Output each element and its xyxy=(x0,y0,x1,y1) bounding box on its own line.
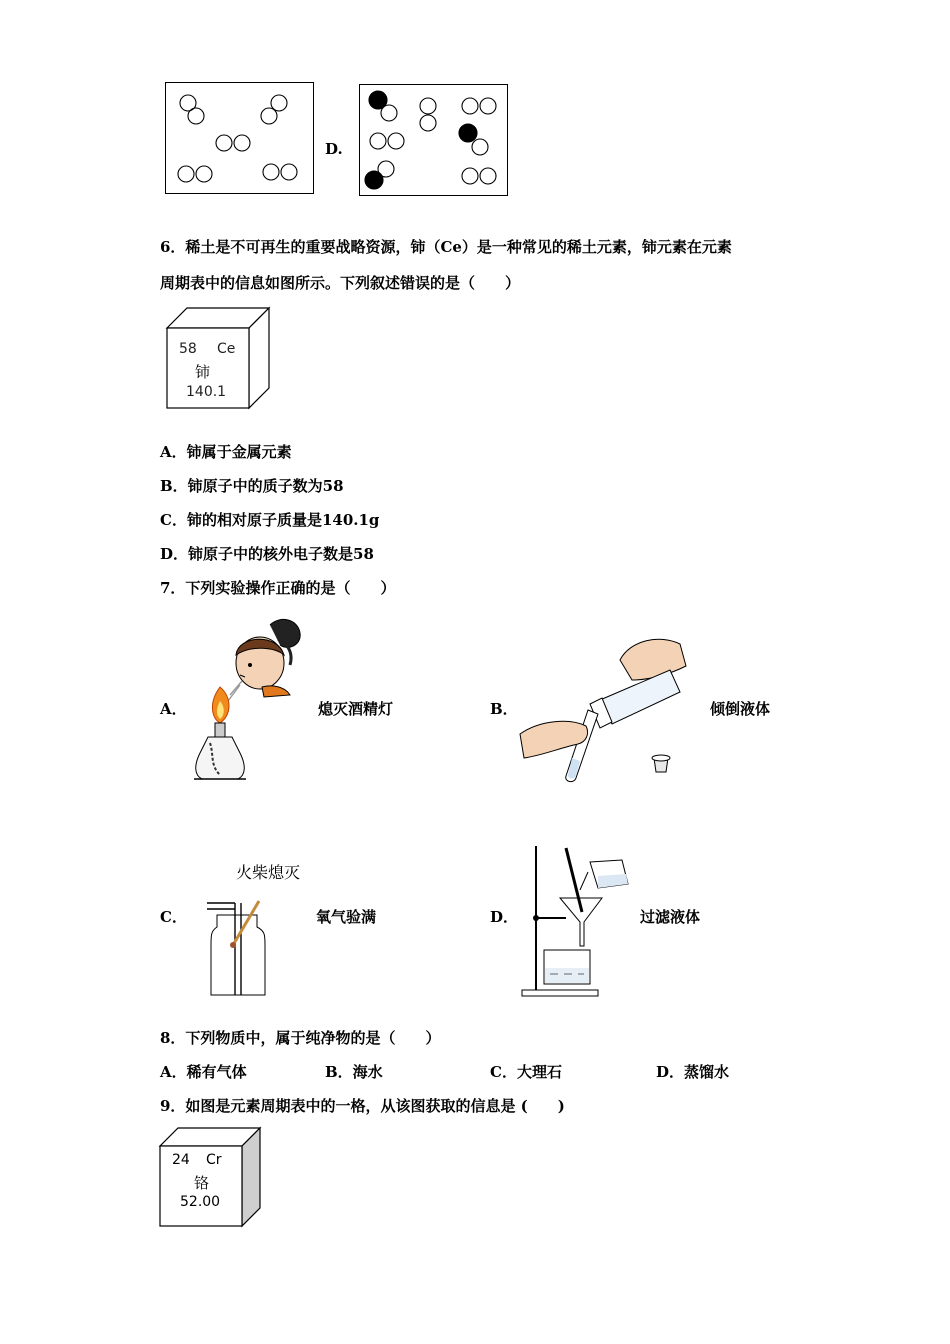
q6-stem-line1: 6．稀土是不可再生的重要战略资源，铈（Ce）是一种常见的稀土元素，铈元素在元素 xyxy=(160,238,732,256)
q8-option-c: C．大理石 xyxy=(490,1063,562,1081)
q7-option-a-caption: 熄灭酒精灯 xyxy=(318,700,394,718)
particle-diagram-d xyxy=(360,85,507,195)
q6-element-card xyxy=(165,306,275,410)
q7-option-d-label: D． xyxy=(490,908,519,926)
q9-element-mass: 52.00 xyxy=(180,1194,221,1210)
particle-diagram-c xyxy=(166,83,313,193)
q6-option-c: C．铈的相对原子质量是140.1g xyxy=(160,511,380,529)
q7-stem: 7．下列实验操作正确的是（ ） xyxy=(160,579,396,597)
q9-element-symbol: Cr xyxy=(206,1152,222,1168)
q7-option-c-label: C． xyxy=(160,908,187,926)
q7-option-b-caption: 倾倒液体 xyxy=(710,700,771,718)
oxygen-collection-check-illustration xyxy=(205,885,275,1000)
q6-element-symbol: Ce xyxy=(217,341,236,357)
q7-option-b-label: B． xyxy=(490,700,518,718)
q9-stem: 9．如图是元素周期表中的一格，从该图获取的信息是 ( ) xyxy=(160,1097,565,1115)
q8-option-d: D．蒸馏水 xyxy=(656,1063,730,1081)
q6-option-d: D．铈原子中的核外电子数是58 xyxy=(160,545,374,563)
q8-stem: 8．下列物质中，属于纯净物的是（ ） xyxy=(160,1029,441,1047)
q8-option-b: B．海水 xyxy=(325,1063,383,1081)
q5-diagram-d xyxy=(359,84,508,196)
q5-diagram-c xyxy=(165,82,314,194)
q7-option-d-caption: 过滤液体 xyxy=(640,908,701,926)
q9-element-name: 铬 xyxy=(194,1174,210,1192)
q6-element-name: 铈 xyxy=(195,363,211,381)
blowing-out-alcohol-lamp-illustration xyxy=(190,615,310,785)
element-cube-cr xyxy=(158,1126,264,1228)
filtration-illustration xyxy=(518,842,638,1002)
q7-option-a-label: A． xyxy=(160,700,187,718)
q6-element-number: 58 xyxy=(179,341,197,357)
q5-option-d-label: D. xyxy=(325,140,343,158)
match-extinguished-label: 火柴熄灭 xyxy=(236,863,301,882)
q6-stem-line2: 周期表中的信息如图所示。下列叙述错误的是（ ） xyxy=(160,274,521,292)
q8-option-a: A．稀有气体 xyxy=(160,1063,247,1081)
q9-element-number: 24 xyxy=(172,1152,190,1168)
q6-element-mass: 140.1 xyxy=(186,384,227,400)
q9-element-card xyxy=(158,1126,264,1228)
q6-option-a: A．铈属于金属元素 xyxy=(160,443,292,461)
q7-option-c-caption: 氧气验满 xyxy=(316,908,377,926)
q6-option-b: B．铈原子中的质子数为58 xyxy=(160,477,344,495)
pouring-liquid-illustration xyxy=(520,630,700,785)
